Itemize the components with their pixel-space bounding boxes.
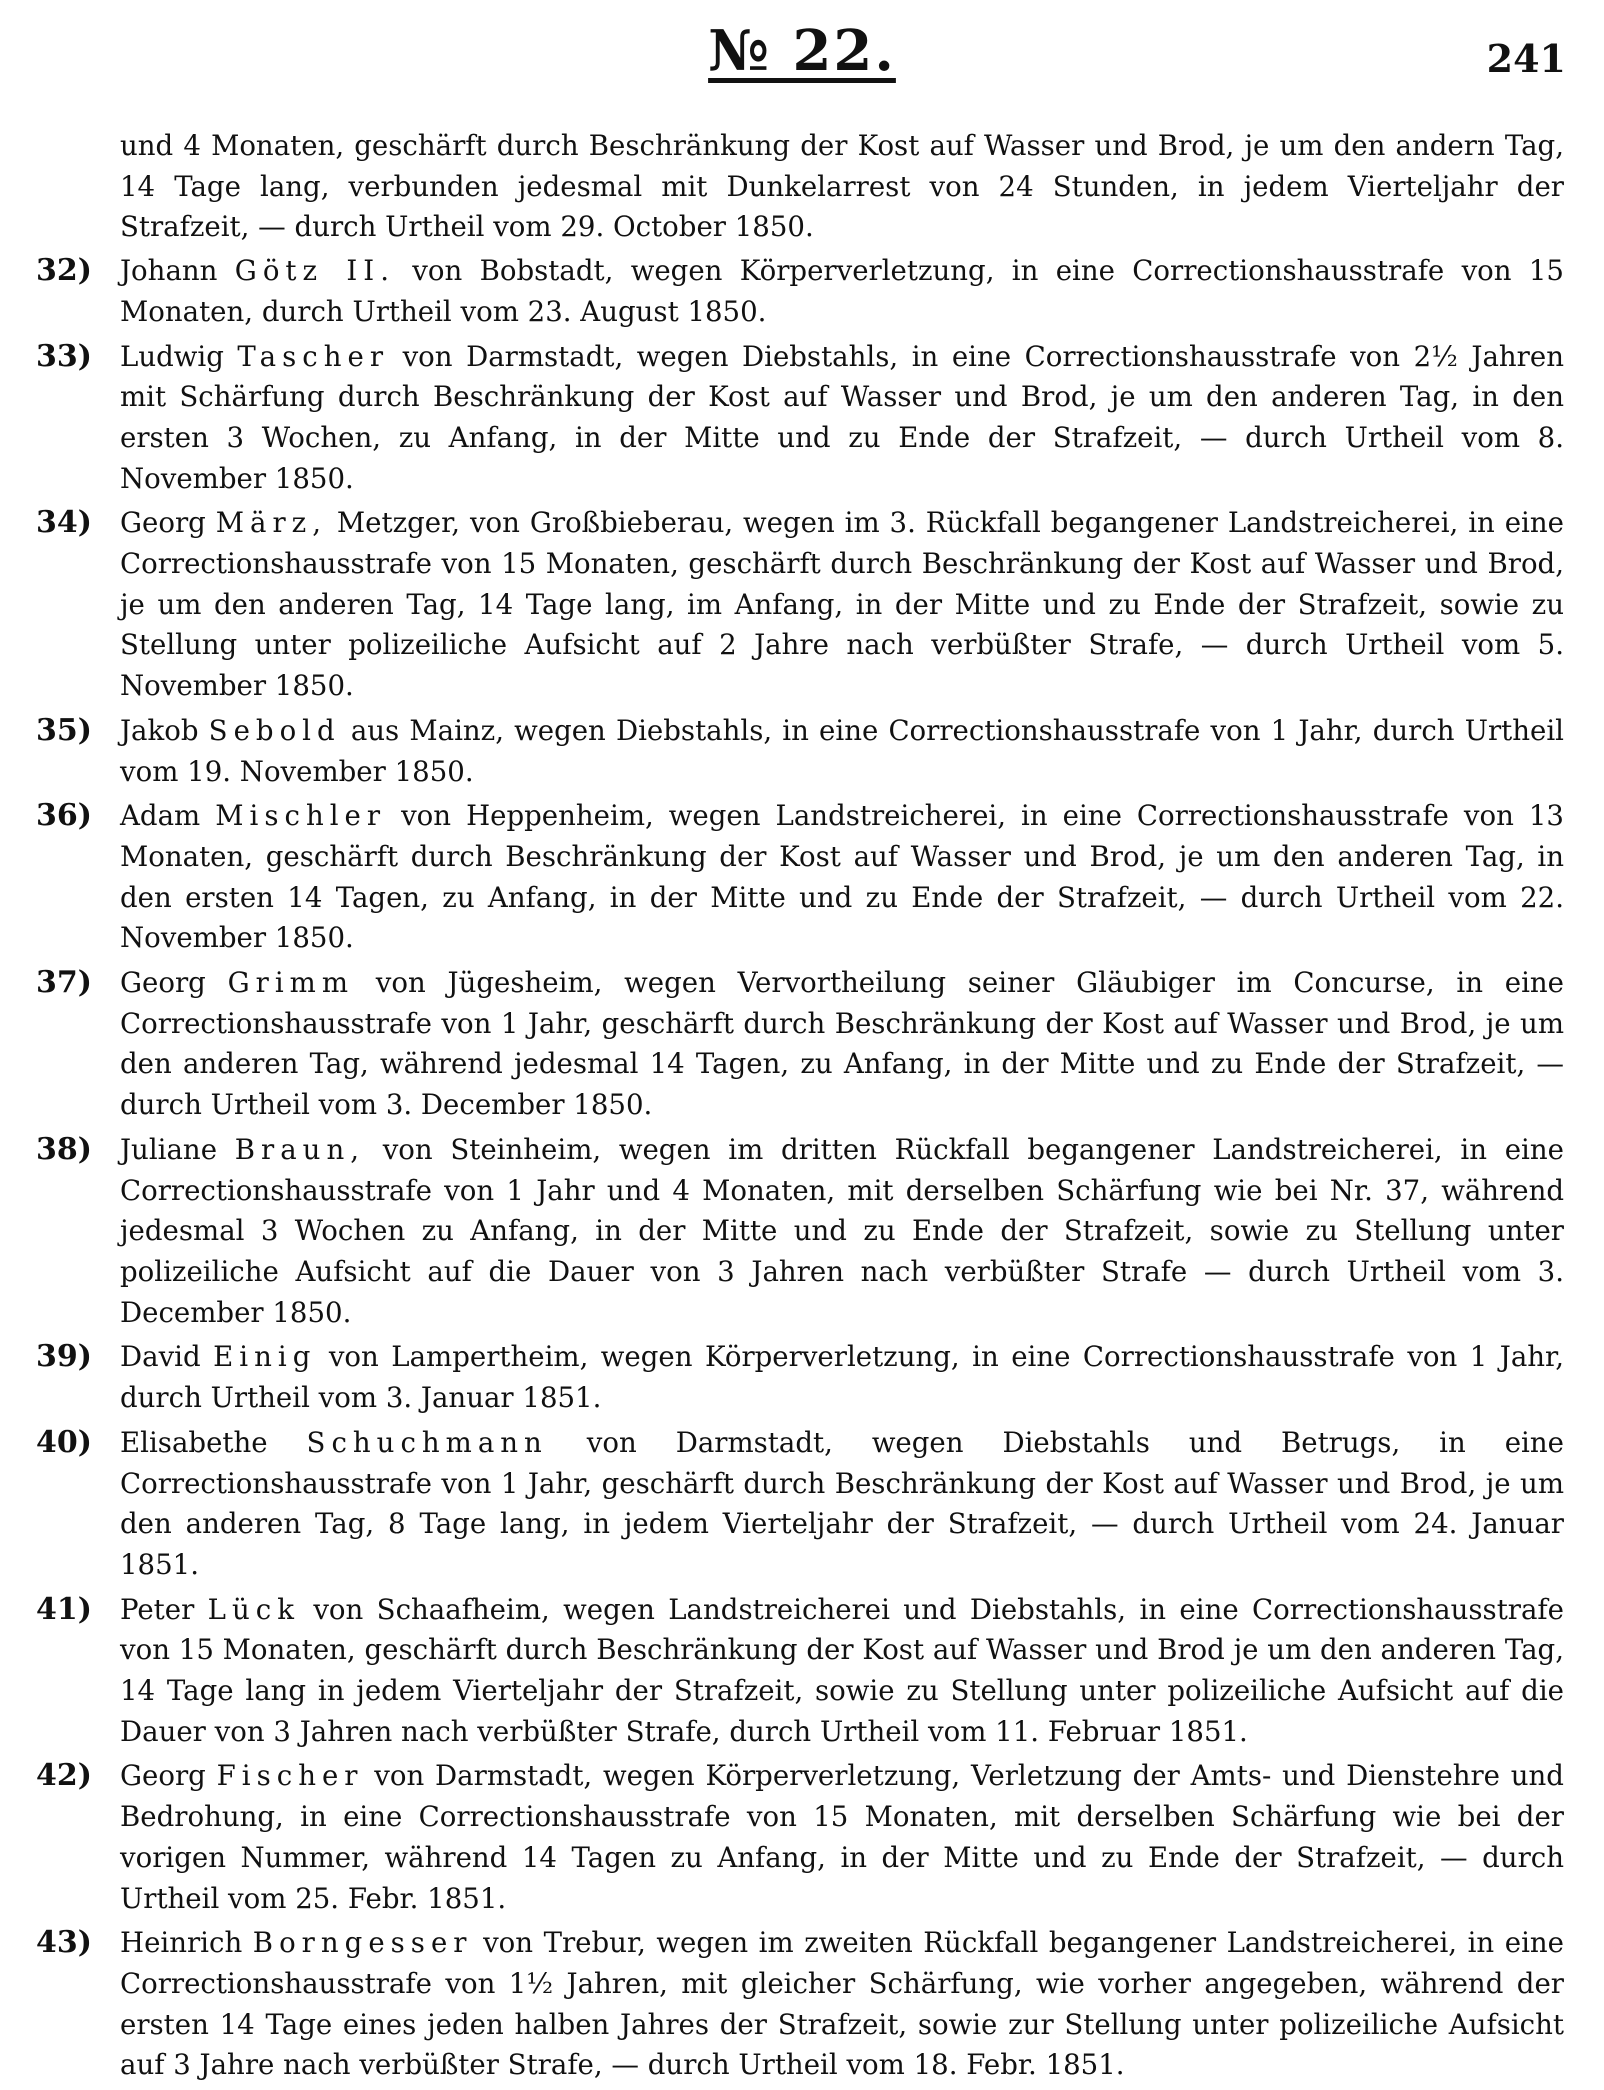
entry-surname: Lück: [207, 1592, 300, 1626]
entry-first-name: Georg: [120, 966, 206, 1000]
entry-surname: Schuchmann: [306, 1425, 548, 1459]
list-item: [36, 1337, 1564, 1418]
list-item: [36, 1756, 1564, 1919]
entry-details: von Darmstadt, wegen Diebstahls und Betrugs, in eine Correctionshausstrafe von 1 Jahr, geschärft durch Beschränkung der Kost auf Wasser und Brod, je um den anderen Tag, 8 Tage lang, in jedem Vierteljahr der Strafzeit, — durch Urtheil vom 24. Januar 1851.: [120, 1425, 1564, 1581]
entry-first-name: Juliane: [120, 1132, 218, 1166]
list-item: [36, 711, 1564, 792]
entry-details: von Schaafheim, wegen Landstreicherei und Diebstahls, in eine Correctionshausstrafe von 15 Monaten, geschärft durch Beschränkung der Kost auf Wasser und Brod je um den anderen Tag, 14 Tage lang in jedem Vierteljahr der Strafzeit, sowie zu Stellung unter polizeiliche Aufsicht auf die Dauer von 3 Jahren nach verbüßter Strafe, durch Urtheil vom 11. Februar 1851.: [120, 1592, 1564, 1748]
entry-number: 32): [36, 253, 92, 289]
entry-text: [120, 1923, 1564, 2086]
entry-number: 43): [36, 1925, 92, 1961]
entry-text: [120, 796, 1564, 959]
entry-surname: Einig: [213, 1340, 317, 1374]
entry-details: aus Mainz, wegen Diebstahls, in eine Correctionshausstrafe von 1 Jahr, durch Urtheil vom 19. November 1850.: [120, 713, 1564, 788]
entry-number: 34): [36, 505, 92, 541]
entry-text: [120, 337, 1564, 500]
entry-number: 33): [36, 338, 92, 374]
entry-details: von Darmstadt, wegen Körperverletzung, Verletzung der Amts- und Dienstehre und Bedrohung, in eine Correctionshausstrafe von 15 Monaten, mit derselben Schärfung wie bei der vorigen Nummer, während 14 Tagen zu Anfang, in der Mitte und zu Ende der Strafzeit, — durch Urtheil vom 25. Febr. 1851.: [120, 1759, 1564, 1915]
entry-surname: Grimm: [227, 966, 355, 1000]
list-item: [36, 251, 1564, 332]
entry-text: [120, 1337, 1564, 1418]
entry-surname: Borngesser: [252, 1926, 473, 1960]
continuation-paragraph: und 4 Monaten, geschärft durch Beschränkung der Kost auf Wasser und Brod, je um den andern Tag, 14 Tage lang, verbunden jedesmal mit Dunkelarrest von 24 Stunden, in jedem Vierteljahr der Strafzeit, — durch Urtheil vom 29. October 1850.: [120, 129, 1564, 244]
entry-number: 42): [36, 1758, 92, 1794]
entry-first-name: Jakob: [120, 713, 199, 747]
issue-number: № 22.: [708, 18, 896, 84]
entry-number: 40): [36, 1424, 92, 1460]
entry-surname: März,: [215, 506, 327, 540]
entry-number: 41): [36, 1591, 92, 1627]
entry-number: 35): [36, 712, 92, 748]
entry-text: [120, 963, 1564, 1126]
document-body: [36, 126, 1564, 2090]
entry-surname: Fischer: [216, 1759, 364, 1793]
entry-text: [120, 1423, 1564, 1586]
entry-list: [36, 251, 1564, 2086]
list-item: [36, 503, 1564, 707]
entry-details: von Steinheim, wegen im dritten Rückfall begangener Landstreicherei, in eine Correctionshausstrafe von 1 Jahr und 4 Monaten, mit derselben Schärfung wie bei Nr. 37, während jedesmal 3 Wochen zu Anfang, in der Mitte und zu Ende der Strafzeit, sowie zu Stellung unter polizeiliche Aufsicht auf die Dauer von 3 Jahren nach verbüßter Strafe — durch Urtheil vom 3. December 1850.: [120, 1132, 1564, 1329]
entry-first-name: Peter: [120, 1592, 195, 1626]
list-item: [36, 963, 1564, 1126]
entry-text: [120, 503, 1564, 707]
entry-number: 38): [36, 1131, 92, 1167]
entry-first-name: David: [120, 1340, 201, 1374]
list-item: [36, 1130, 1564, 1334]
entry-number: 39): [36, 1339, 92, 1375]
list-item: [36, 1590, 1564, 1753]
entry-first-name: Johann: [120, 254, 218, 288]
entry-details: von Lampertheim, wegen Körperverletzung, in eine Correctionshausstrafe von 1 Jahr, durch Urtheil vom 3. Januar 1851.: [120, 1340, 1564, 1415]
list-item: [36, 1423, 1564, 1586]
entry-text: [120, 251, 1564, 332]
entry-first-name: Elisabethe: [120, 1425, 268, 1459]
entry-first-name: Adam: [120, 799, 201, 833]
entry-surname: Sebold: [208, 713, 341, 747]
entry-text: [120, 711, 1564, 792]
entry-surname: Tascher: [237, 339, 390, 373]
entry-details: von Heppenheim, wegen Landstreicherei, in eine Correctionshausstrafe von 13 Monaten, geschärft durch Beschränkung der Kost auf Wasser und Brod, je um den anderen Tag, in den ersten 14 Tagen, zu Anfang, in der Mitte und zu Ende der Strafzeit, — durch Urtheil vom 22. November 1850.: [120, 799, 1564, 955]
entry-details: Metzger, von Großbieberau, wegen im 3. Rückfall begangener Landstreicherei, in eine Correctionshausstrafe von 15 Monaten, geschärft durch Beschränkung der Kost auf Wasser und Brod, je um den anderen Tag, 14 Tage lang, im Anfang, in der Mitte und zu Ende der Strafzeit, sowie zu Stellung unter polizeiliche Aufsicht auf 2 Jahre nach verbüßter Strafe, — durch Urtheil vom 5. November 1850.: [120, 506, 1564, 703]
entry-details: von Jügesheim, wegen Vervortheilung seiner Gläubiger im Concurse, in eine Correctionshausstrafe von 1 Jahr, geschärft durch Beschränkung der Kost auf Wasser und Brod, je um den anderen Tag, während jedesmal 14 Tagen, zu Anfang, in der Mitte und zu Ende der Strafzeit, — durch Urtheil vom 3. December 1850.: [120, 966, 1564, 1122]
page-header: [0, 14, 1604, 104]
list-item: [36, 337, 1564, 500]
list-item: [36, 1923, 1564, 2086]
entry-details: von Bobstadt, wegen Körperverletzung, in eine Correctionshausstrafe von 15 Monaten, durch Urtheil vom 23. August 1850.: [120, 254, 1564, 328]
entry-first-name: Georg: [120, 1759, 206, 1793]
entry-number: 37): [36, 965, 92, 1001]
entry-text: [120, 1130, 1564, 1334]
list-item: [36, 796, 1564, 959]
entry-surname: Mischler: [215, 799, 387, 833]
entry-first-name: Ludwig: [120, 339, 224, 373]
entry-text: [120, 1590, 1564, 1753]
entry-surname: Braun,: [234, 1132, 365, 1166]
entry-first-name: Heinrich: [120, 1926, 243, 1960]
entry-text: [120, 1756, 1564, 1919]
entry-surname: Götz II.: [234, 254, 395, 288]
page-number: 241: [1486, 36, 1566, 81]
entry-details: von Darmstadt, wegen Diebstahls, in eine Correctionshausstrafe von 2½ Jahren mit Schärfung durch Beschränkung der Kost auf Wasser und Brod, je um den anderen Tag, in den ersten 3 Wochen, zu Anfang, in der Mitte und zu Ende der Strafzeit, — durch Urtheil vom 8. November 1850.: [120, 339, 1564, 495]
entry-first-name: Georg: [120, 506, 206, 540]
entry-number: 36): [36, 798, 92, 834]
entry-details: von Trebur, wegen im zweiten Rückfall begangener Landstreicherei, in eine Correctionshausstrafe von 1½ Jahren, mit gleicher Schärfung, wie vorher angegeben, während der ersten 14 Tage eines jeden halben Jahres der Strafzeit, sowie zur Stellung unter polizeiliche Aufsicht auf 3 Jahre nach verbüßter Strafe, — durch Urtheil vom 18. Febr. 1851.: [120, 1926, 1565, 2082]
